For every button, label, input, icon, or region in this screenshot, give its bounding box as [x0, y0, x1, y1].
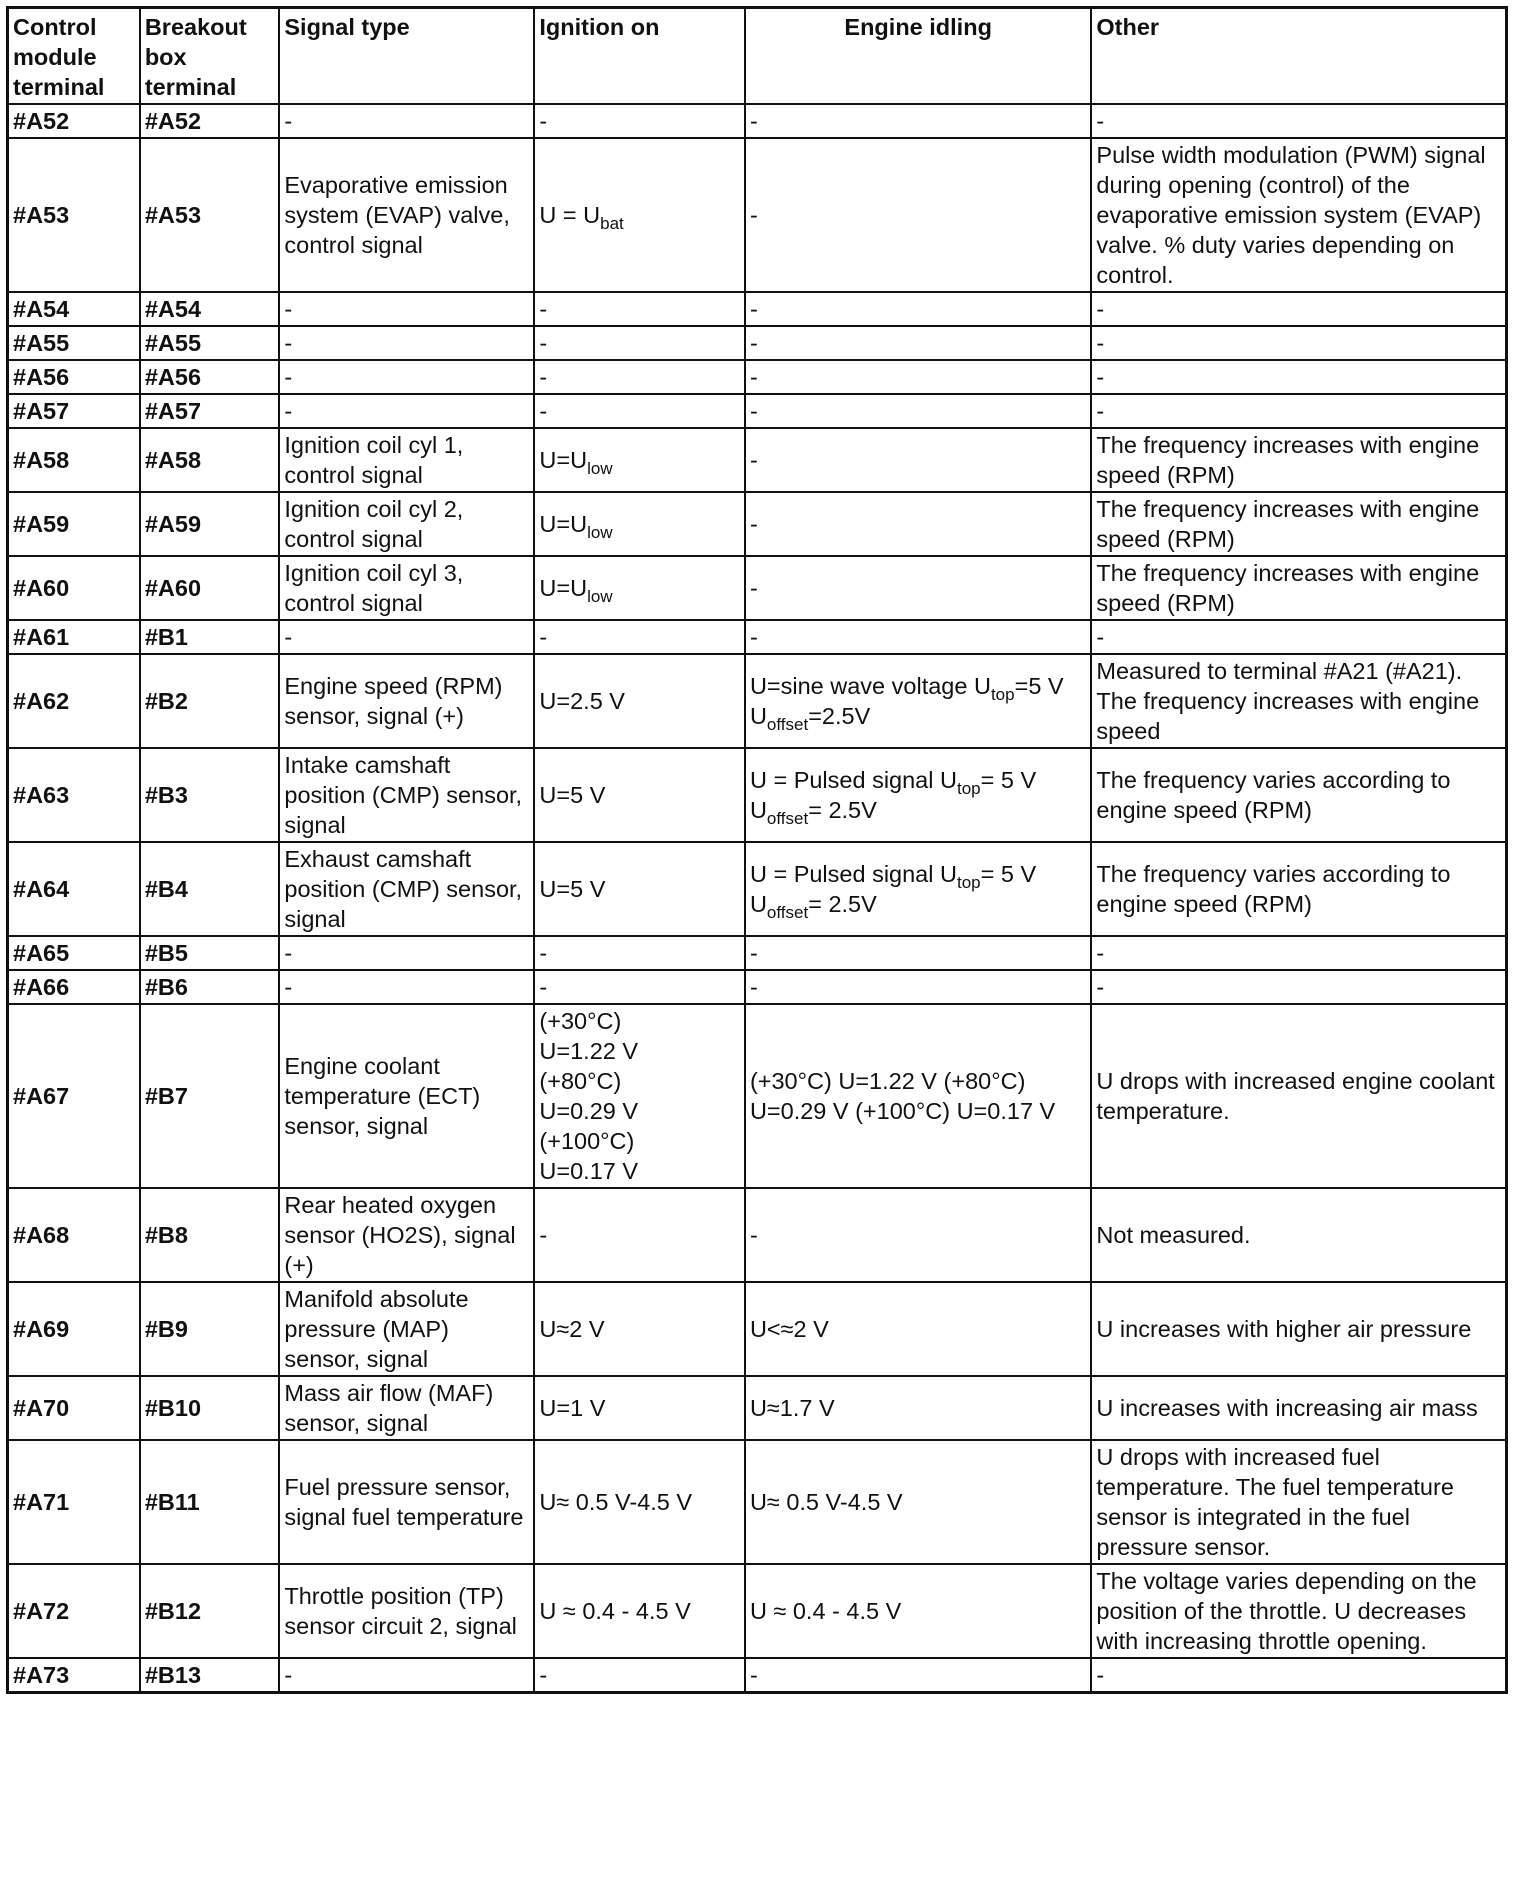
- engine-idling-cell: [745, 936, 1091, 970]
- engine-idling-cell: [745, 1564, 1091, 1658]
- engine-idling-subscript: top: [956, 779, 981, 798]
- table-row: [8, 970, 1507, 1004]
- engine-idling-cell: [745, 360, 1091, 394]
- ignition-on-value: U=U: [539, 511, 588, 537]
- ignition-on-value: U=5 V: [539, 876, 606, 902]
- table-row: [8, 492, 1507, 556]
- control-module-terminal-cell: #A71: [8, 1440, 140, 1564]
- ignition-on-value: -: [539, 398, 548, 424]
- engine-idling-cell: [745, 620, 1091, 654]
- engine-idling-value: -: [749, 202, 758, 228]
- ignition-on-value: U = U: [539, 202, 601, 228]
- ignition-on-value: U=U: [539, 447, 588, 473]
- table-row: [8, 1188, 1507, 1282]
- engine-idling-cell: [745, 654, 1091, 748]
- other-cell: -: [1091, 620, 1506, 654]
- control-module-terminal-cell: #A66: [8, 970, 140, 1004]
- breakout-box-terminal-cell: #B9: [140, 1282, 280, 1376]
- table-row: [8, 428, 1507, 492]
- table-row: [8, 1564, 1507, 1658]
- ignition-on-cell: [534, 654, 745, 748]
- control-module-terminal-cell: #A69: [8, 1282, 140, 1376]
- signal-type-cell: -: [279, 360, 534, 394]
- other-cell: Measured to terminal #A21 (#A21). The frequency increases with engine speed: [1091, 654, 1506, 748]
- control-module-terminal-cell: #A59: [8, 492, 140, 556]
- header-engine-idling: Engine idling: [745, 8, 1091, 105]
- engine-idling-cell: [745, 1658, 1091, 1693]
- engine-idling-line: U=0.29 V (+100°C) U=0.17 V: [749, 1098, 1056, 1124]
- engine-idling-value: = 2.5V: [808, 797, 877, 823]
- breakout-box-terminal-cell: #B8: [140, 1188, 280, 1282]
- engine-idling-value: -: [749, 940, 758, 966]
- engine-idling-value: = 2.5V: [808, 891, 877, 917]
- signal-type-cell: Exhaust camshaft position (CMP) sensor, signal: [279, 842, 534, 936]
- engine-idling-value: -: [749, 974, 758, 1000]
- breakout-box-terminal-cell: #B3: [140, 748, 280, 842]
- ignition-on-value: U ≈ 0.4 - 4.5 V: [539, 1598, 691, 1624]
- engine-idling-cell: [745, 138, 1091, 292]
- table-row: [8, 654, 1507, 748]
- table-row: [8, 360, 1507, 394]
- control-module-terminal-cell: #A64: [8, 842, 140, 936]
- breakout-box-terminal-cell: #B12: [140, 1564, 280, 1658]
- breakout-box-terminal-cell: #B4: [140, 842, 280, 936]
- ignition-on-line: (+100°C): [539, 1128, 635, 1154]
- other-cell: -: [1091, 394, 1506, 428]
- table-row: [8, 1658, 1507, 1693]
- other-cell: The frequency increases with engine speed (RPM): [1091, 556, 1506, 620]
- table-row: [8, 620, 1507, 654]
- ignition-on-cell: [534, 104, 745, 138]
- header-control-module-terminal: Control module terminal: [8, 8, 140, 105]
- other-cell: Pulse width modulation (PWM) signal during opening (control) of the evaporative emission system (EVAP) valve. % duty varies depending on control.: [1091, 138, 1506, 292]
- engine-idling-value: = 5 V U: [749, 767, 1037, 823]
- other-cell: -: [1091, 360, 1506, 394]
- control-module-terminal-cell: #A55: [8, 326, 140, 360]
- control-module-terminal-cell: #A53: [8, 138, 140, 292]
- breakout-box-terminal-cell: #B1: [140, 620, 280, 654]
- table-row: [8, 1004, 1507, 1188]
- signal-type-cell: Fuel pressure sensor, signal fuel temperature: [279, 1440, 534, 1564]
- ignition-on-line: U=0.29 V: [539, 1098, 639, 1124]
- signal-type-cell: Rear heated oxygen sensor (HO2S), signal (+): [279, 1188, 534, 1282]
- signal-type-cell: Mass air flow (MAF) sensor, signal: [279, 1376, 534, 1440]
- ignition-on-subscript: low: [587, 459, 613, 478]
- other-cell: The frequency varies according to engine speed (RPM): [1091, 842, 1506, 936]
- ignition-on-cell: [534, 292, 745, 326]
- breakout-box-terminal-cell: #A58: [140, 428, 280, 492]
- engine-idling-cell: [745, 1188, 1091, 1282]
- signal-type-cell: -: [279, 292, 534, 326]
- engine-idling-value: =2.5V: [808, 703, 871, 729]
- ignition-on-line: (+80°C): [539, 1068, 622, 1094]
- control-module-terminal-cell: #A65: [8, 936, 140, 970]
- header-signal-type: Signal type: [279, 8, 534, 105]
- engine-idling-value: U<≈2 V: [749, 1316, 829, 1342]
- engine-idling-cell: [745, 970, 1091, 1004]
- signal-type-cell: Engine coolant temperature (ECT) sensor, signal: [279, 1004, 534, 1188]
- engine-idling-subscript: top: [990, 685, 1015, 704]
- engine-idling-cell: [745, 394, 1091, 428]
- engine-idling-cell: [745, 1282, 1091, 1376]
- ignition-on-cell: [534, 1188, 745, 1282]
- ignition-on-cell: [534, 1658, 745, 1693]
- control-module-terminal-cell: #A73: [8, 1658, 140, 1693]
- other-cell: -: [1091, 292, 1506, 326]
- engine-idling-value: -: [749, 575, 758, 601]
- engine-idling-value: -: [749, 624, 758, 650]
- ignition-on-cell: [534, 1376, 745, 1440]
- control-module-terminal-cell: #A54: [8, 292, 140, 326]
- table-row: [8, 1282, 1507, 1376]
- ignition-on-value: -: [539, 974, 548, 1000]
- breakout-box-terminal-cell: #A57: [140, 394, 280, 428]
- ignition-on-cell: [534, 556, 745, 620]
- other-cell: Not measured.: [1091, 1188, 1506, 1282]
- engine-idling-value: = 5 V U: [749, 861, 1037, 917]
- terminal-voltage-table-sheet: [6, 6, 1508, 1694]
- control-module-terminal-cell: #A60: [8, 556, 140, 620]
- table-row: [8, 104, 1507, 138]
- ignition-on-value: U=2.5 V: [539, 688, 625, 714]
- engine-idling-cell: [745, 1004, 1091, 1188]
- table-row: [8, 326, 1507, 360]
- breakout-box-terminal-cell: #B6: [140, 970, 280, 1004]
- engine-idling-cell: [745, 556, 1091, 620]
- engine-idling-cell: [745, 292, 1091, 326]
- table-row: [8, 556, 1507, 620]
- ignition-on-cell: [534, 1004, 745, 1188]
- table-row: [8, 138, 1507, 292]
- engine-idling-cell: [745, 104, 1091, 138]
- ignition-on-cell: [534, 1564, 745, 1658]
- other-cell: U drops with increased fuel temperature. The fuel temperature sensor is integrated in the fuel pressure sensor.: [1091, 1440, 1506, 1564]
- control-module-terminal-cell: #A70: [8, 1376, 140, 1440]
- other-cell: -: [1091, 326, 1506, 360]
- ignition-on-value: -: [539, 1222, 548, 1248]
- breakout-box-terminal-cell: #B13: [140, 1658, 280, 1693]
- control-module-terminal-cell: #A68: [8, 1188, 140, 1282]
- ignition-on-subscript: low: [587, 587, 613, 606]
- engine-idling-cell: [745, 1440, 1091, 1564]
- ignition-on-cell: [534, 620, 745, 654]
- terminal-voltage-table: [6, 6, 1508, 1694]
- other-cell: -: [1091, 1658, 1506, 1693]
- control-module-terminal-cell: #A58: [8, 428, 140, 492]
- table-row: [8, 748, 1507, 842]
- engine-idling-value: -: [749, 447, 758, 473]
- signal-type-cell: Ignition coil cyl 3, control signal: [279, 556, 534, 620]
- engine-idling-value: -: [749, 364, 758, 390]
- ignition-on-cell: [534, 1282, 745, 1376]
- control-module-terminal-cell: #A56: [8, 360, 140, 394]
- ignition-on-line: U=1.22 V: [539, 1038, 639, 1064]
- other-cell: The frequency increases with engine speed (RPM): [1091, 492, 1506, 556]
- table-row: [8, 292, 1507, 326]
- header-other: Other: [1091, 8, 1506, 105]
- control-module-terminal-cell: #A62: [8, 654, 140, 748]
- signal-type-cell: -: [279, 620, 534, 654]
- table-row: [8, 842, 1507, 936]
- breakout-box-terminal-cell: #A60: [140, 556, 280, 620]
- ignition-on-value: U=1 V: [539, 1395, 606, 1421]
- control-module-terminal-cell: #A61: [8, 620, 140, 654]
- signal-type-cell: Ignition coil cyl 2, control signal: [279, 492, 534, 556]
- ignition-on-value: -: [539, 296, 548, 322]
- engine-idling-value: -: [749, 330, 758, 356]
- engine-idling-value: U ≈ 0.4 - 4.5 V: [749, 1598, 902, 1624]
- breakout-box-terminal-cell: #B5: [140, 936, 280, 970]
- breakout-box-terminal-cell: #A59: [140, 492, 280, 556]
- breakout-box-terminal-cell: #B7: [140, 1004, 280, 1188]
- ignition-on-cell: [534, 428, 745, 492]
- ignition-on-value: U≈2 V: [539, 1316, 605, 1342]
- other-cell: The frequency varies according to engine speed (RPM): [1091, 748, 1506, 842]
- engine-idling-cell: [745, 492, 1091, 556]
- ignition-on-subscript: low: [587, 523, 613, 542]
- other-cell: U increases with higher air pressure: [1091, 1282, 1506, 1376]
- table-row: [8, 1440, 1507, 1564]
- ignition-on-cell: [534, 492, 745, 556]
- engine-idling-value: -: [749, 1222, 758, 1248]
- breakout-box-terminal-cell: #B10: [140, 1376, 280, 1440]
- signal-type-cell: -: [279, 326, 534, 360]
- table-row: [8, 1376, 1507, 1440]
- ignition-on-line: (+30°C): [539, 1008, 622, 1034]
- engine-idling-cell: [745, 428, 1091, 492]
- header-ignition-on: Ignition on: [534, 8, 745, 105]
- engine-idling-cell: [745, 326, 1091, 360]
- engine-idling-value: U = Pulsed signal U: [749, 767, 957, 793]
- control-module-terminal-cell: #A57: [8, 394, 140, 428]
- other-cell: The frequency increases with engine speed (RPM): [1091, 428, 1506, 492]
- engine-idling-value: U≈1.7 V: [749, 1395, 835, 1421]
- breakout-box-terminal-cell: #B2: [140, 654, 280, 748]
- engine-idling-value: -: [749, 1662, 758, 1688]
- signal-type-cell: -: [279, 1658, 534, 1693]
- engine-idling-cell: [745, 1376, 1091, 1440]
- ignition-on-cell: [534, 326, 745, 360]
- ignition-on-cell: [534, 970, 745, 1004]
- ignition-on-value: -: [539, 364, 548, 390]
- ignition-on-cell: [534, 138, 745, 292]
- signal-type-cell: Ignition coil cyl 1, control signal: [279, 428, 534, 492]
- table-row: [8, 936, 1507, 970]
- signal-type-cell: Throttle position (TP) sensor circuit 2, signal: [279, 1564, 534, 1658]
- control-module-terminal-cell: #A52: [8, 104, 140, 138]
- engine-idling-cell: [745, 748, 1091, 842]
- engine-idling-subscript: offset: [766, 715, 809, 734]
- header-row: [8, 8, 1507, 105]
- ignition-on-value: -: [539, 940, 548, 966]
- signal-type-cell: Intake camshaft position (CMP) sensor, signal: [279, 748, 534, 842]
- signal-type-cell: Engine speed (RPM) sensor, signal (+): [279, 654, 534, 748]
- engine-idling-cell: [745, 842, 1091, 936]
- other-cell: -: [1091, 970, 1506, 1004]
- other-cell: U drops with increased engine coolant temperature.: [1091, 1004, 1506, 1188]
- control-module-terminal-cell: #A72: [8, 1564, 140, 1658]
- engine-idling-value: =5 V U: [749, 673, 1064, 729]
- other-cell: The voltage varies depending on the position of the throttle. U decreases with increasing throttle opening.: [1091, 1564, 1506, 1658]
- engine-idling-value: U = Pulsed signal U: [749, 861, 957, 887]
- breakout-box-terminal-cell: #A56: [140, 360, 280, 394]
- signal-type-cell: -: [279, 970, 534, 1004]
- engine-idling-subscript: top: [956, 873, 981, 892]
- ignition-on-cell: [534, 394, 745, 428]
- header-breakout-box-terminal: Breakout box terminal: [140, 8, 280, 105]
- ignition-on-value: U=U: [539, 575, 588, 601]
- signal-type-cell: -: [279, 936, 534, 970]
- ignition-on-value: -: [539, 1662, 548, 1688]
- ignition-on-value: -: [539, 108, 548, 134]
- ignition-on-cell: [534, 1440, 745, 1564]
- ignition-on-cell: [534, 842, 745, 936]
- other-cell: -: [1091, 104, 1506, 138]
- other-cell: -: [1091, 936, 1506, 970]
- engine-idling-line: (+30°C) U=1.22 V (+80°C): [749, 1068, 1026, 1094]
- breakout-box-terminal-cell: #B11: [140, 1440, 280, 1564]
- ignition-on-cell: [534, 748, 745, 842]
- ignition-on-line: U=0.17 V: [539, 1158, 639, 1184]
- ignition-on-subscript: bat: [600, 214, 624, 233]
- breakout-box-terminal-cell: #A53: [140, 138, 280, 292]
- breakout-box-terminal-cell: #A52: [140, 104, 280, 138]
- ignition-on-cell: [534, 360, 745, 394]
- engine-idling-value: U=sine wave voltage U: [749, 673, 991, 699]
- control-module-terminal-cell: #A67: [8, 1004, 140, 1188]
- signal-type-cell: -: [279, 104, 534, 138]
- engine-idling-subscript: offset: [766, 903, 809, 922]
- engine-idling-subscript: offset: [766, 809, 809, 828]
- table-body: [8, 104, 1507, 1693]
- signal-type-cell: Evaporative emission system (EVAP) valve, control signal: [279, 138, 534, 292]
- ignition-on-value: -: [539, 624, 548, 650]
- ignition-on-cell: [534, 936, 745, 970]
- ignition-on-value: -: [539, 330, 548, 356]
- signal-type-cell: Manifold absolute pressure (MAP) sensor, signal: [279, 1282, 534, 1376]
- breakout-box-terminal-cell: #A54: [140, 292, 280, 326]
- table-row: [8, 394, 1507, 428]
- ignition-on-value: U≈ 0.5 V-4.5 V: [539, 1489, 693, 1515]
- engine-idling-value: -: [749, 398, 758, 424]
- engine-idling-value: U≈ 0.5 V-4.5 V: [749, 1489, 903, 1515]
- engine-idling-value: -: [749, 511, 758, 537]
- signal-type-cell: -: [279, 394, 534, 428]
- other-cell: U increases with increasing air mass: [1091, 1376, 1506, 1440]
- engine-idling-value: -: [749, 296, 758, 322]
- engine-idling-value: -: [749, 108, 758, 134]
- ignition-on-value: U=5 V: [539, 782, 606, 808]
- control-module-terminal-cell: #A63: [8, 748, 140, 842]
- breakout-box-terminal-cell: #A55: [140, 326, 280, 360]
